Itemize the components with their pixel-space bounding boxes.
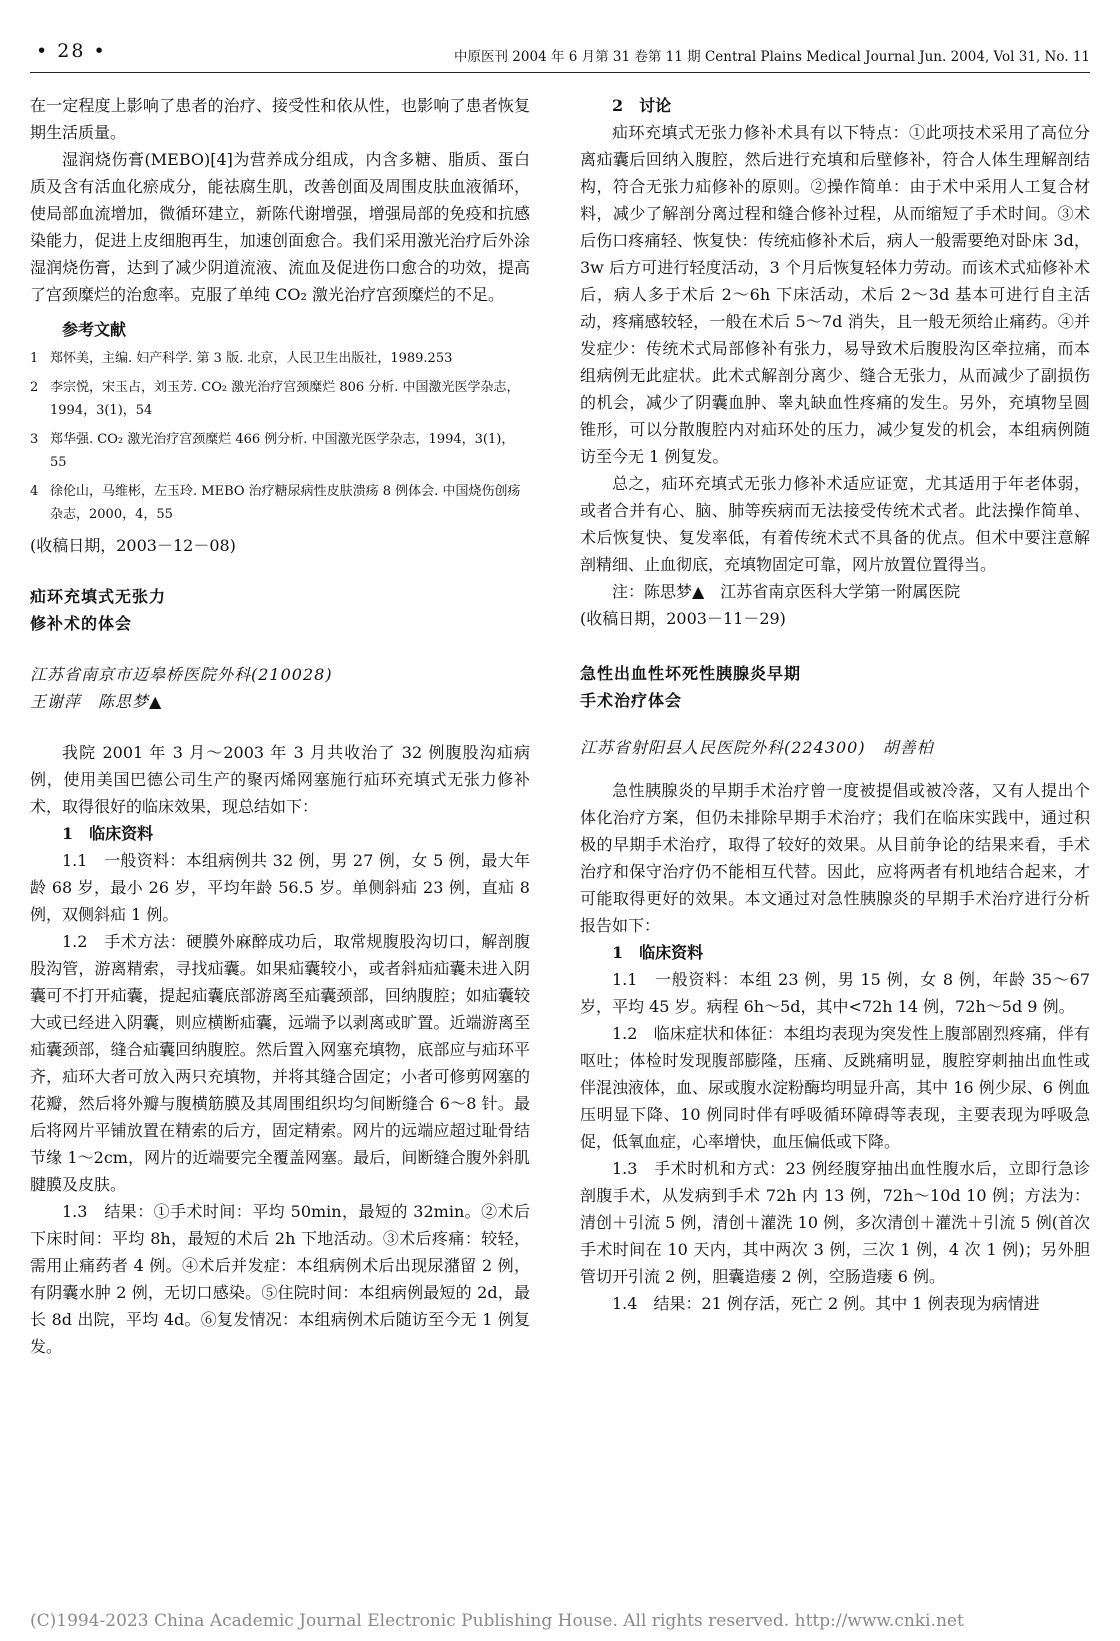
right-column: [580, 92, 1090, 1601]
left-column: [30, 92, 530, 1601]
paragraph: 1.4 结果：21 例存活，死亡 2 例。其中 1 例表现为病情进: [612, 1294, 1040, 1313]
received-date: (收稿日期，2003－12－08): [30, 536, 236, 555]
journal-info: 中原医刊 2004 年 6 月第 31 卷第 11 期 Central Plains Medical Journal Jun. 2004, Vol 31, No. 11: [454, 49, 1090, 65]
references-list: [30, 347, 530, 526]
article-title-line: 手术治疗体会: [580, 691, 683, 710]
reference-item: 3 郑华强. CO₂ 激光治疗宫颈糜烂 466 例分析. 中国激光医学杂志，1994，3(1)，55: [30, 432, 515, 470]
reference-item: 1 郑怀美，主编. 妇产科学. 第 3 版. 北京，人民卫生出版社，1989.253: [30, 351, 453, 366]
paragraph: 1.1 一般资料：本组 23 例，男 15 例，女 8 例，年龄 35～67 岁，平均 45 岁。病程 6h～5d，其中<72h 14 例，72h～5d 9 例。: [580, 970, 1090, 1016]
received-date: (收稿日期，2003－11－29): [580, 609, 786, 628]
affiliation: 江苏省射阳县人民医院外科(224300) 胡善柏: [580, 738, 934, 757]
paragraph: 我院 2001 年 3 月～2003 年 3 月共收治了 32 例腹股沟疝病例，使用美国巴德公司生产的聚丙烯网塞施行疝环充填式无张力修补术，取得很好的临床效果，现总结如下：: [30, 743, 530, 816]
paragraph: 1.2 临床症状和体征：本组均表现为突发性上腹部剧烈疼痛，伴有呕吐；体检时发现腹部膨隆，压痛、反跳痛明显，腹腔穿刺抽出血性或伴混浊液体，血、尿或腹水淀粉酶均明显升高，其中 16 例少尿、6 例血压明显下降、10 例同时伴有呼吸循环障碍等表现，主要表现为呼吸急促，低氧血症，心率增快，血压偏低或下降。: [580, 1024, 1090, 1151]
section-heading: 1 临床资料: [612, 943, 704, 962]
paragraph: 疝环充填式无张力修补术具有以下特点：①此项技术采用了高位分离疝囊后回纳入腹腔，然后进行充填和后壁修补，符合人体生理解剖结构，符合无张力疝修补的原则。②操作简单：由于术中采用人工复合材料，减少了解剖分离过程和缝合修补过程，从而缩短了手术时间。③术后伤口疼痛轻、恢复快：传统疝修补术后，病人一般需要绝对卧床 3d，3w 后方可进行轻度活动，3 个月后恢复轻体力劳动。而该术式疝修补术后，病人多于术后 2～6h 下床活动，术后 2～3d 基本可进行自主活动，疼痛感较轻，一般在术后 5～7d 消失，且一般无须给止痛药。④并发症少：传统术式局部修补有张力，易导致术后腹股沟区牵拉痛，而本组病例无此症状。此术式解剖分离少、缝合无张力，从而减少了副损伤的机会，减少了阴囊血肿、睾丸缺血性疼痛的发生。另外，充填物呈圆锥形，可以分散腹腔内对疝环处的压力，减少复发的机会，本组病例随访至今无 1 例复发。: [580, 123, 1090, 466]
paragraph: 总之，疝环充填式无张力修补术适应证宽，尤其适用于年老体弱，或者合并有心、脑、肺等疾病而无法接受传统术式者。此法操作简单、术后恢复快、复发率低，有着传统术式不具备的优点。但术中要注意解剖精细、止血彻底，充填物固定可靠，网片放置位置得当。: [580, 474, 1090, 574]
section-heading: 1 临床资料: [62, 824, 154, 843]
copyright-watermark: (C)1994-2023 China Academic Journal Electronic Publishing House. All rights reserved. http://www.cnki.net: [30, 1611, 964, 1631]
references-heading: 参考文献: [62, 320, 127, 339]
paragraph: 1.2 手术方法：硬膜外麻醉成功后，取常规腹股沟切口，解剖腹股沟管，游离精索，寻找疝囊。如果疝囊较小，或者斜疝疝囊未进入阴囊可不打开疝囊，提起疝囊底部游离至疝囊颈部，回纳腹腔；如疝囊较大或已经进入阴囊，则应横断疝囊，远端予以剥离或旷置。近端游离至疝囊颈部，缝合疝囊回纳腹腔。然后置入网塞充填物，底部应与疝环平齐，疝环大者可放入两只充填物，并将其缝合固定；小者可修剪网塞的花瓣，然后将外瓣与腹横筋膜及其周围组织均匀间断缝合 6～8 针。最后将网片平铺放置在精索的后方，固定精索。网片的远端应超过耻骨结节缘 1～2cm，网片的近端要完全覆盖网塞。最后，间断缝合腹外斜肌腱膜及皮肤。: [30, 932, 530, 1194]
article-title-line: 修补术的体会: [30, 614, 133, 633]
author-note: 注：陈思梦▲ 江苏省南京医科大学第一附属医院: [612, 582, 961, 601]
authors: 王谢萍 陈思梦▲: [30, 692, 163, 711]
page-number: • 28 •: [36, 40, 107, 62]
paragraph: 急性胰腺炎的早期手术治疗曾一度被提倡或被冷落，又有人提出个体化治疗方案，但仍未排除早期手术治疗；我们在临床实践中，通过积极的早期手术治疗，取得了较好的效果。从目前争论的结果来看，手术治疗和保守治疗仍不能相互代替。因此，应将两者有机地结合起来，才可能取得更好的效果。本文通过对急性胰腺炎的早期手术治疗进行分析报告如下：: [580, 781, 1090, 935]
paragraph: 1.3 手术时机和方式：23 例经腹穿抽出血性腹水后，立即行急诊剖腹手术，从发病到手术 72h 内 13 例，72h～10d 10 例；方法为：清创＋引流 5 例，清创＋灌洗 10 例，多次清创＋灌洗＋引流 5 例(首次手术时间在 10 天内，其中两次 3 例，三次 1 例，4 次 1 例)；另外胆管切开引流 2 例，胆囊造瘘 2 例，空肠造瘘 6 例。: [580, 1159, 1090, 1286]
reference-item: 2 李宗悦，宋玉占，刘玉芳. CO₂ 激光治疗宫颈糜烂 806 分析. 中国激光医学杂志，1994，3(1)，54: [30, 380, 520, 418]
article-title-line: 疝环充填式无张力: [30, 587, 167, 606]
affiliation: 江苏省南京市迈皋桥医院外科(210028): [30, 665, 333, 684]
section-heading: 2 讨论: [612, 96, 672, 115]
paragraph: 在一定程度上影响了患者的治疗、接受性和依从性，也影响了患者恢复期生活质量。: [30, 96, 530, 142]
article-title-line: 急性出血性坏死性胰腺炎早期: [580, 664, 802, 683]
paragraph: 湿润烧伤膏(MEBO)[4]为营养成分组成，内含多糖、脂质、蛋白质及含有活血化瘀成分，能祛腐生肌，改善创面及周围皮肤血液循环，使局部血流增加，微循环建立，新陈代谢增强，增强局部的免疫和抗感染能力，促进上皮细胞再生，加速创面愈合。我们采用激光治疗后外涂湿润烧伤膏，达到了减少阴道流液、流血及促进伤口愈合的功效，提高了宫颈糜烂的治愈率。克服了单纯 CO₂ 激光治疗宫颈糜烂的不足。: [30, 150, 530, 304]
paragraph: 1.3 结果：①手术时间：平均 50min，最短的 32min。②术后下床时间：平均 8h，最短的术后 2h 下地活动。③术后疼痛：较轻，需用止痛药者 4 例。④术后并发症：本组病例术后出现尿潴留 2 例，有阴囊水肿 2 例，无切口感染。⑤住院时间：本组病例最短的 2d，最长 8d 出院，平均 4d。⑥复发情况：本组病例术后随访至今无 1 例复发。: [30, 1202, 530, 1356]
page-header: [30, 38, 1090, 73]
reference-item: 4 徐伦山，马维彬，左玉玲. MEBO 治疗糖尿病性皮肤溃疡 8 例体会. 中国烧伤创疡杂志，2000，4，55: [30, 484, 521, 522]
paragraph: 1.1 一般资料：本组病例共 32 例，男 27 例，女 5 例，最大年龄 68 岁，最小 26 岁，平均年龄 56.5 岁。单侧斜疝 23 例，直疝 8 例，双侧斜疝 1 例。: [30, 851, 530, 924]
